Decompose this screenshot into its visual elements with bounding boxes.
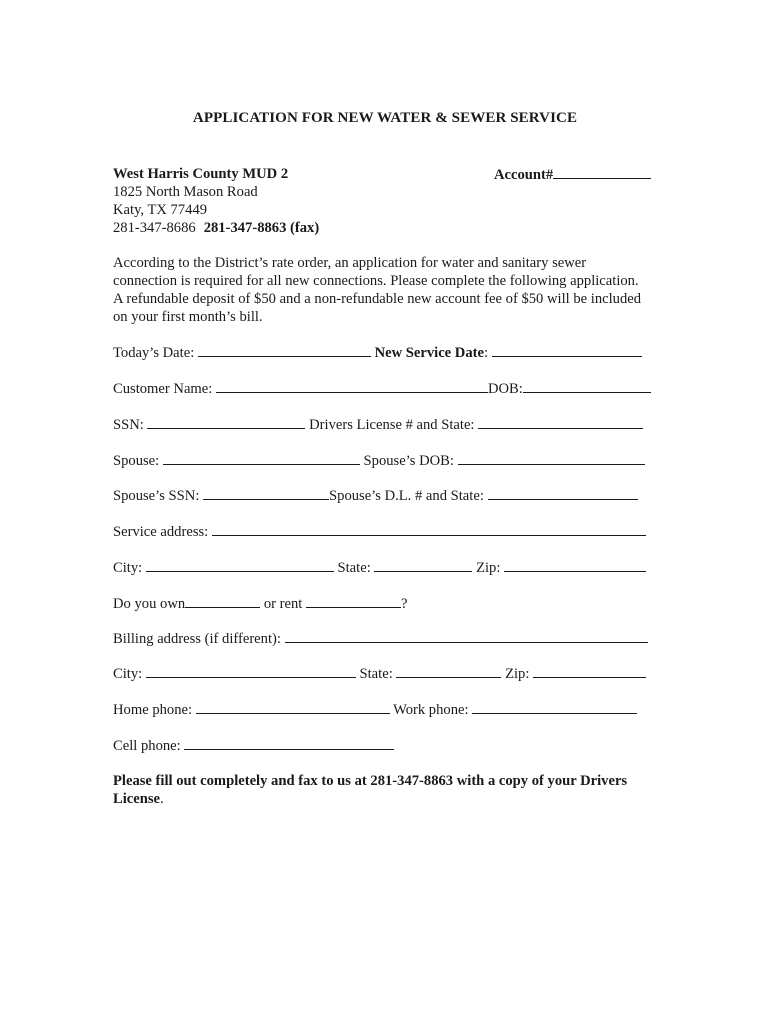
spouse-ssn-row <box>113 486 638 505</box>
state-blank[interactable] <box>374 558 472 572</box>
account-blank[interactable] <box>553 165 651 179</box>
work-phone-label: Work phone: <box>393 702 469 718</box>
zip-label: Zip: <box>476 560 501 576</box>
service-address-blank[interactable] <box>212 522 646 536</box>
work-phone-blank[interactable] <box>472 700 637 714</box>
new-service-date-label: New Service Date <box>374 345 484 361</box>
footer-instructions <box>113 772 658 808</box>
billing-city-blank[interactable] <box>146 664 356 678</box>
cell-phone-label: Cell phone: <box>113 738 181 754</box>
ssn-label: SSN: <box>113 417 144 433</box>
billing-address-row <box>113 629 648 648</box>
billing-zip-label: Zip: <box>505 666 530 682</box>
billing-state-blank[interactable] <box>396 664 501 678</box>
footer-text: Please fill out completely and fax to us at 281-347-8863 with a copy of your Drivers License <box>113 773 628 807</box>
billing-address-blank[interactable] <box>285 629 648 643</box>
todays-date-blank[interactable] <box>198 343 371 357</box>
ssn-blank[interactable] <box>147 415 305 429</box>
spouse-row <box>113 451 645 470</box>
spouse-dob-blank[interactable] <box>458 451 645 465</box>
intro-paragraph: According to the District’s rate order, an application for water and sanitary sewer connection is required for all new connections. Please complete the following application. A refundable deposit of $50 and a non-refundable new account fee of $50 will be included on your first month’s bill. <box>113 255 642 325</box>
cell-phone-blank[interactable] <box>184 736 394 750</box>
spouse-ssn-blank[interactable] <box>203 486 329 500</box>
dates-row <box>113 343 642 362</box>
customer-name-label: Customer Name: <box>113 381 213 397</box>
city-label: City: <box>113 560 143 576</box>
city-blank[interactable] <box>146 558 334 572</box>
district-fax: 281-347-8863 (fax) <box>203 220 320 236</box>
spouse-dob-label: Spouse’s DOB: <box>363 453 454 469</box>
dob-blank[interactable] <box>523 379 651 393</box>
billing-state-label: State: <box>359 666 393 682</box>
rent-label: or rent <box>263 596 303 612</box>
own-rent-question: ? <box>400 596 408 612</box>
spouse-dl-blank[interactable] <box>488 486 638 500</box>
district-phone: 281-347-8686 <box>113 220 196 236</box>
drivers-license-blank[interactable] <box>478 415 643 429</box>
new-service-date-blank[interactable] <box>492 343 642 357</box>
billing-city-label: City: <box>113 666 143 682</box>
todays-date-label: Today’s Date: <box>113 345 195 361</box>
district-city: Katy, TX 77449 <box>113 202 208 218</box>
billing-city-row <box>113 664 646 683</box>
service-address-label: Service address: <box>113 524 209 540</box>
billing-zip-blank[interactable] <box>533 664 646 678</box>
state-label: State: <box>337 560 371 576</box>
footer-period: . <box>160 791 164 807</box>
new-service-date-colon: : <box>483 345 489 361</box>
spouse-dl-label: Spouse’s D.L. # and State: <box>329 488 484 504</box>
cell-phone-row <box>113 736 394 755</box>
zip-blank[interactable] <box>504 558 646 572</box>
service-address-row <box>113 522 646 541</box>
phone-row <box>113 700 637 719</box>
drivers-license-label: Drivers License # and State: <box>309 417 475 433</box>
district-phone-line <box>113 219 319 237</box>
home-phone-blank[interactable] <box>196 700 390 714</box>
home-phone-label: Home phone: <box>113 702 193 718</box>
own-rent-row <box>113 594 407 613</box>
page-title: APPLICATION FOR NEW WATER & SEWER SERVICE <box>192 110 578 126</box>
billing-address-label: Billing address (if different): <box>113 631 281 647</box>
customer-name-blank[interactable] <box>216 379 488 393</box>
spouse-blank[interactable] <box>163 451 360 465</box>
spouse-ssn-label: Spouse’s SSN: <box>113 488 200 504</box>
ssn-row <box>113 415 643 434</box>
spouse-label: Spouse: <box>113 453 160 469</box>
own-blank[interactable] <box>185 594 260 608</box>
district-street: 1825 North Mason Road <box>113 184 258 200</box>
district-name: West Harris County MUD 2 <box>113 166 289 182</box>
dob-label: DOB: <box>487 381 523 397</box>
customer-row <box>113 379 651 398</box>
own-label: Do you own <box>113 596 186 612</box>
account-number-field[interactable] <box>494 165 651 184</box>
district-address-block <box>113 165 319 237</box>
account-label: Account# <box>494 167 554 183</box>
service-city-row <box>113 558 646 577</box>
rent-blank[interactable] <box>306 594 401 608</box>
